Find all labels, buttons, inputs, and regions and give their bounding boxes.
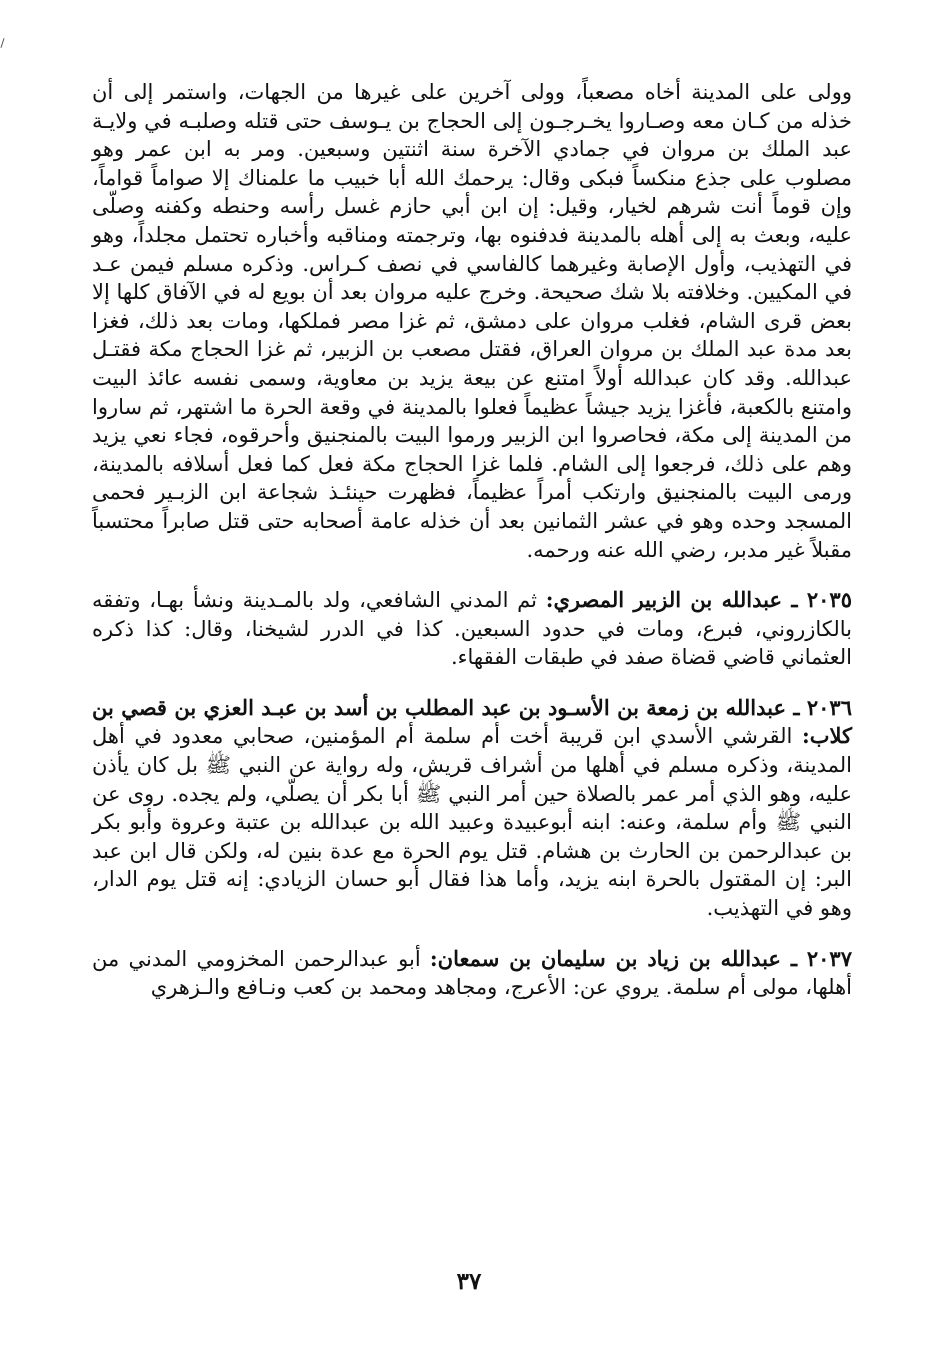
entry-2036	[92, 694, 852, 923]
entry-2037-body: أبو عبدالرحمن المخزومي المدني من أهلها، مولى أم سلمة. يروي عن: الأعرج، ومجاهد ومحمد بن كعب ونـافع والـزهري	[92, 946, 852, 1000]
entry-2036-heading: ٢٠٣٦ ـ عبدالله بن زمعة بن الأسـود بن عبد المطلب بن أسد بن عبـد العزي بن قصي بن كلاب:	[92, 694, 852, 749]
page-body	[92, 78, 852, 1002]
entry-2037	[92, 945, 852, 1002]
entry-2035	[92, 586, 852, 672]
paragraph-ibn-al-zubayr-biography: وولى على المدينة أخاه مصعباً، وولى آخرين على غيرها من الجهات، واستمر إلى أن خذله من كـان معه وصـاروا يخـرجـون إلى الحجاج بن يـوسف حتى قتله وصلبـه في ولايـة عبد الملك بن مروان في جمادي الآخرة سنة اثنتين وسبعين. ومر به ابن عمر وهو مصلوب على جذع منكساً فبكى وقال: يرحمك الله أبا خبيب ما علمناك إلا صواماً قواماً، وإن قوماً أنت شرهم لخيار، وقيل: إن ابن أبي حازم غسل رأسه وحنطه وكفنه وصلّى عليه، وبعث به إلى أهله بالمدينة فدفنوه بها، وترجمته ومناقبه وأخباره تحتمل مجلداً، وهو في التهذيب، وأول الإصابة وغيرهما كالفاسي في نصف كـراس. وذكره مسلم فيمن عـد في المكيين. وخلافته بلا شك صحيحة. وخرج عليه مروان بعد أن بويع له في الآفاق كلها إلا بعض قرى الشام، فغلب مروان على دمشق، ثم غزا مصر فملكها، ومات بعد ذلك، فغزا بعد مدة عبد الملك بن مروان العراق، فقتل مصعب بن الزبير، ثم غزا الحجاج مكة فقتـل عبدالله. وقد كان عبدالله أولاً امتنع عن بيعة يزيد بن معاوية، وسمى نفسه عائذ البيت وامتنع بالكعبة، فأغزا يزيد جيشاً عظيماً فعلوا بالمدينة في وقعة الحرة ما اشتهر، ثم ساروا من المدينة إلى مكة، فحاصروا ابن الزبير ورموا البيت بالمنجنيق وأحرقوه، فجاء نعي يزيد وهم على ذلك، فرجعوا إلى الشام. فلما غزا الحجاج مكة فعل كما فعل أسلافه بالمدينة، ورمى البيت بالمنجنيق وارتكب أمراً عظيماً، فظهرت حينئـذ شجاعة ابن الزبـير فحمى المسجد وحده وهو في عشر الثمانين بعد أن خذله عامة أصحابه حتى قتل صابراً محتسباً مقبلاً غير مدبر، رضي الله عنه ورحمه.	[92, 80, 852, 562]
page-number: ٣٧	[456, 1268, 482, 1295]
entry-2035-heading: ٢٠٣٥ ـ عبدالله بن الزبير المصري:	[545, 587, 852, 613]
scan-mark	[0, 38, 4, 48]
entry-2036-body: القرشي الأسدي ابن قريبة أخت أم سلمة أم المؤمنين، صحابي معدود في أهل المدينة، وذكره مسلم في أهلها من أشراف قريش، وله رواية عن النبي ﷺ بل كان يأذن عليه، وهو الذي أمر عمر بالصلاة حين أمر النبي ﷺ أبا بكر أن يصلّي، ولم يجده. روى عن النبي ﷺ وأم سلمة، وعنه: ابنه أبوعبيدة وعبيد الله بن عبدالله بن عتبة وعروة وأبو بكر بن عبدالرحمن بن الحارث بن هشام. قتل يوم الحرة مع عدة بنين له، ولكن قال ابن عبد البر: إن المقتول بالحرة ابنه يزيد، وأما هذا فقال أبو حسان الزيادي: إنه قتل يوم الدار، وهو في التهذيب.	[92, 724, 852, 921]
entry-2035-body: ثم المدني الشافعي، ولد بالمـدينة ونشأ بهـا، وتفقه بالكازروني، فبرع، ومات في حدود السبعين. كذا في الدرر لشيخنا، وقال: كذا ذكره العثماني قاضي قضاة صفد في طبقات الفقهاء.	[92, 588, 852, 670]
entry-2037-heading: ٢٠٣٧ ـ عبدالله بن زياد بن سليمان بن سمعان:	[429, 945, 852, 971]
